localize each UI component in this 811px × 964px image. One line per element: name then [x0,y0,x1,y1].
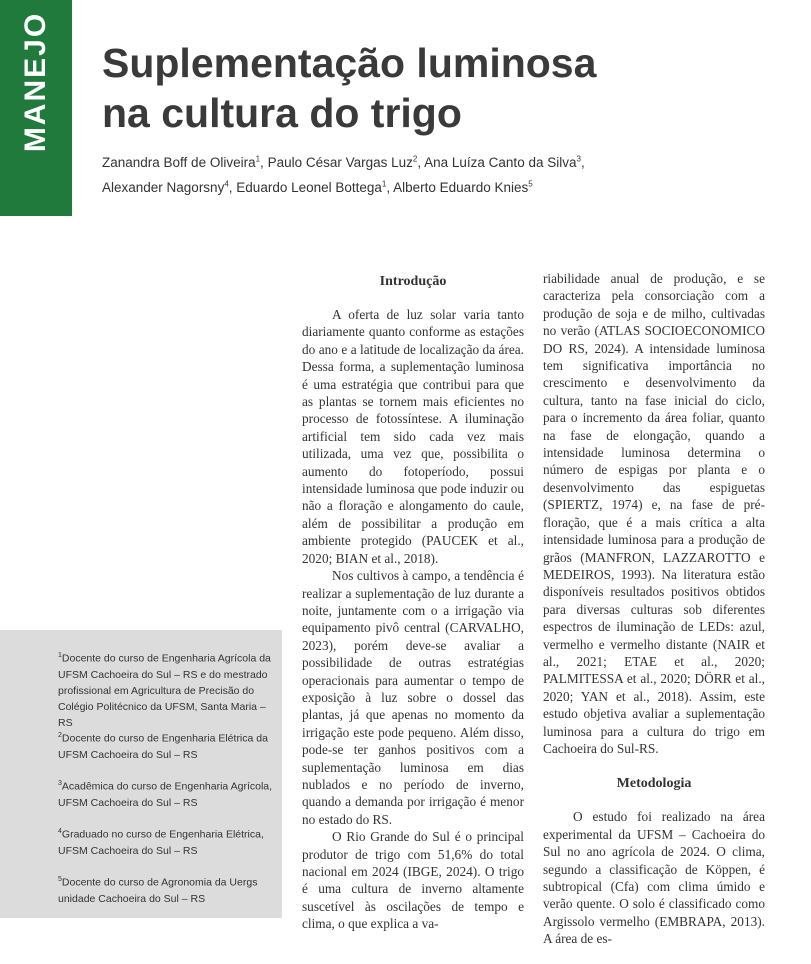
author: Paulo César Vargas Luz$^2$, [267,154,425,170]
author: Eduardo Leonel Bottega$^1$, [236,179,394,195]
section-heading-introducao: Introdução [379,274,447,289]
paragraph: A oferta de luz solar varia tanto diariamente quanto conforme as estações do ano e a latitude de localização da área. Dessa forma, a suplementação luminosa é uma estratégia que contribui para que as plantas se tornem mais eficientes no processo de fotossíntese. A iluminação artificial tem sido cada vez mais utilizada, uma vez que, possibilita o aumento do fotoperíodo, possui intensidade luminosa que pode induzir ou não a floração e alongamento do caule, além de possibilitar a produção em ambiente protegido (PAUCEK et al., 2020; BIAN et al., 2018). [302,307,524,566]
title-line-2: na cultura do trigo [102,90,462,136]
paragraph: riabilidade anual de produção, e se caracteriza pela consorciação com a produção de soja e de milho, cultivadas no verão (ATLAS SOCIOECONOMICO DO RS, 2024). A intensidade luminosa tem significativa importância no crescimento e desenvolvimento da cultura, tanto na fase inicial do ciclo, para o incremento da área foliar, quanto na fase de elongação, quando a intensidade luminosa determina o número de espigas por planta e o desenvolvimento das espiguetas (SPIERTZ, 1974) e, na fase de pré-floração, que é a mais crítica a alta intensidade luminosa para a produção de grãos (MANFRON, LAZZAROTTO e MEDEIROS, 1993). Na literatura estão disponíveis resultados positivos obtidos para diversas culturas sob diferentes espectros de iluminação de LEDs: azul, vermelho e vermelho distante (NAIR et al., 2021; ETAE et al., 2020; PALMITESSA et al., 2020; DÖRR et al., 2020; YAN et al., 2018). Assim, este estudo objetiva avaliar a suplementação luminosa para a cultura do trigo em Cachoeira do Sul-RS. [543,271,765,756]
text-column-1 [302,270,524,933]
paragraph: Nos cultivos à campo, a tendência é realizar a suplementação de luz durante a noite, juntamente com o a irrigação via equipamento pivô central (CARVALHO, 2023), porém deve-se avaliar a possibilidade de outras estratégias operacionais para aumentar o tempo de exposição à luz sobre o dossel das plantas, já que apenas no momento da irrigação este pode pequeno. Além disso, pode-se ter ganhos positivos com a suplementação luminosa em dias nublados e no período de inverno, quando a demanda por irrigação é menor no estado do RS. [302,568,524,827]
footnote: $^1$Docente do curso de Engenharia Agrícola da UFSM Cachoeira do Sul – RS e do mestrado profissional em Agricultura de Precisão do Colégio Politécnico da UFSM, Santa Maria – RS [58,652,271,729]
paragraph: O Rio Grande do Sul é o principal produtor de trigo com 51,6% do total nacional em 2024 (IBGE, 2024). O trigo é uma cultura de inverno altamente suscetível às oscilações de tempo e clima, o que explica a va- [302,829,524,932]
author-list [102,148,792,199]
title-line-1: Suplementação luminosa [102,40,597,86]
author: Alexander Nagorsny$^4$, [102,179,237,195]
author: Alberto Eduardo Knies$^5$ [393,179,533,195]
author-footnotes [0,630,282,918]
footnote: $^4$Graduado no curso de Engenharia Elétrica, UFSM Cachoeira do Sul – RS [58,828,264,857]
section-tab-label: MANEJO [19,11,52,153]
author: Zanandra Boff de Oliveira$^1$, [102,154,268,170]
author: Ana Luíza Canto da Silva$^3$, [424,154,585,170]
footnote: $^3$Acadêmica do curso de Engenharia Agrícola, UFSM Cachoeira do Sul – RS [58,780,273,809]
text-column-2 [543,270,765,948]
footnote: $^5$Docente do curso de Agronomia da Uergs unidade Cachoeira do Sul – RS [58,876,258,905]
paragraph: O estudo foi realizado na área experimental da UFSM – Cachoeira do Sul no ano agrícola de 2024. O clima, segundo a classificação de Köppen, é subtropical (Cfa) com clima úmido e verão quente. O solo é classificado como Argissolo vermelho (EMBRAPA, 2013). A área de es- [543,809,765,947]
article-title [102,38,722,138]
section-heading-metodologia: Metodologia [616,776,692,792]
footnote: $^2$Docente do curso de Engenharia Elétrica da UFSM Cachoeira do Sul – RS [58,732,268,761]
section-tab [0,0,72,216]
